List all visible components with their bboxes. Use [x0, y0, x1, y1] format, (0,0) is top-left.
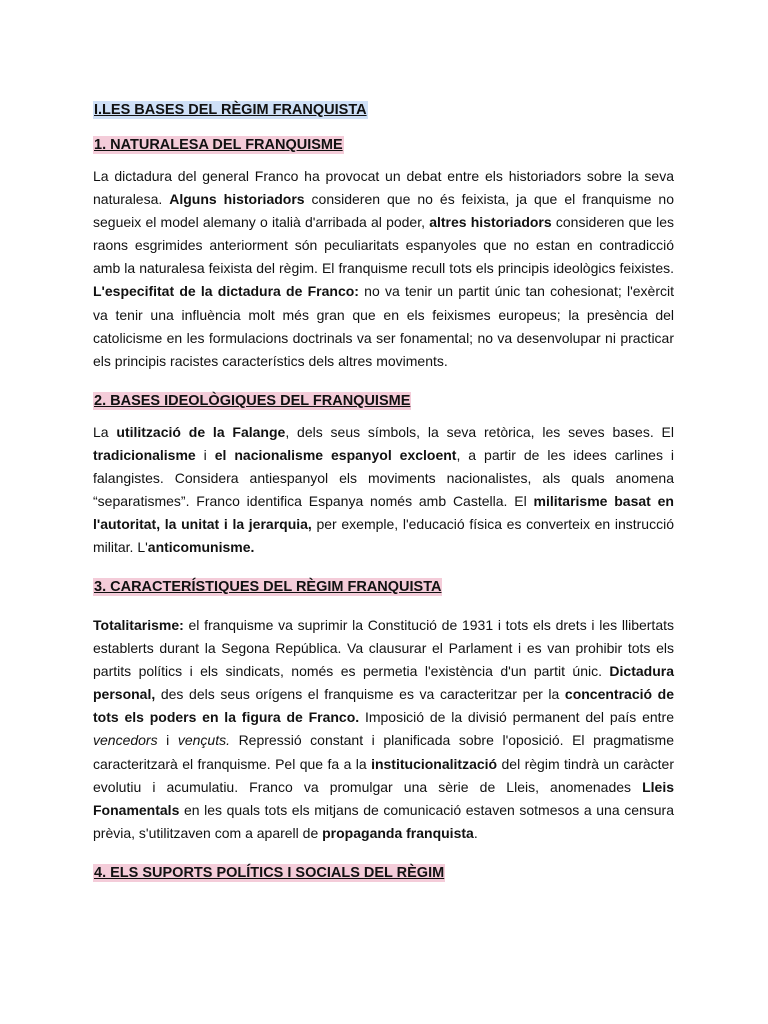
- text-run: La dictadura del general Franco ha provocat un debat entre els historiadors sobre la seva naturalesa.: [93, 168, 674, 208]
- text-run: i: [195, 447, 215, 464]
- text-run: i: [157, 732, 178, 749]
- bold-text: Lleis Fonamentals: [93, 778, 674, 818]
- text-run: no va tenir un partit únic tan cohesionat; l'exèrcit va tenir una influència molt més gran que en els feixismes europeus; la presència del catolicisme en les formulacions doctrinals va ser fonamental; no va desenvolupar ni practicar els principis racistes característics dels altres moviments.: [93, 283, 675, 369]
- bold-text: militarisme basat en l'autoritat, la unitat i la jerarquia,: [93, 493, 674, 533]
- section-heading-4: 4. ELS SUPORTS POLÍTICS I SOCIALS DEL RÈGIM: [94, 865, 445, 881]
- section-heading-2: 2. BASES IDEOLÒGIQUES DEL FRANQUISME: [94, 393, 411, 409]
- text-run: en les quals tots els mitjans de comunicació estaven sotmesos a una censura prèvia, s'utilitzaven com a aparell de: [93, 801, 674, 841]
- document-title: I.LES BASES DEL RÈGIM FRANQUISTA: [94, 102, 367, 118]
- italic-text: vencedors: [93, 732, 158, 749]
- bold-text: concentració de tots els poders en la figura de Franco.: [93, 686, 674, 726]
- text-run: .: [473, 824, 478, 841]
- bold-text: Totalitarisme:: [93, 617, 184, 633]
- text-run: del règim tindrà un caràcter evolutiu i acumulatiu. Franco va promulgar una sèrie de Lleis, anomenades: [93, 755, 674, 795]
- bold-text: Dictadura personal,: [93, 663, 674, 703]
- section-paragraph-2: [93, 421, 674, 560]
- bold-text: institucionalització: [371, 755, 498, 772]
- bold-text: Alguns historiadors: [169, 191, 305, 208]
- text-run: per exemple, l'educació física es converteix en instrucció militar. L': [93, 516, 674, 556]
- section-paragraph-1: [93, 165, 674, 373]
- text-run: el franquisme va suprimir la Constitució de 1931 i tots els drets i les llibertats establerts durant la Segona República. Va clausurar el Parlament i es van prohibir tots els partits polítics i els sindicats, només es permetia l'existència d'un partit únic.: [93, 617, 674, 680]
- italic-text: vençuts.: [177, 732, 230, 749]
- section-heading-1: 1. NATURALESA DEL FRANQUISME: [94, 137, 343, 153]
- bold-text: anticomunisme.: [147, 539, 255, 556]
- text-run: des dels seus orígens el franquisme es va caracteritzar per la: [155, 686, 565, 703]
- text-run: , dels seus símbols, la seva retòrica, les seves bases. El: [285, 424, 674, 440]
- text-run: La: [93, 424, 117, 440]
- bold-text: propaganda franquista: [322, 824, 474, 841]
- bold-text: L'especifitat de la dictadura de Franco:: [93, 283, 359, 300]
- section-paragraph-3: [93, 614, 674, 845]
- text-run: , a partir de les idees carlines i falangistes. Considera antiespanyol els moviments nacionalistes, als quals anomena “separatismes”. Franco identifica Espanya només amb Castella. El: [93, 447, 675, 510]
- text-run: Imposició de la divisió permanent del país entre: [359, 709, 674, 726]
- bold-text: utilització de la Falange: [116, 424, 286, 440]
- bold-text: tradicionalisme: [93, 447, 196, 464]
- text-run: Repressió constant i planificada sobre l'oposició. El pragmatisme caracteritzarà el franquisme. Pel que fa a la: [93, 732, 675, 772]
- section-heading-3: 3. CARACTERÍSTIQUES DEL RÈGIM FRANQUISTA: [94, 579, 442, 595]
- text-run: consideren que les raons esgrimides anteriorment són peculiaritats espanyoles que no estan en contradicció amb la naturalesa feixista del règim. El franquisme recull tots els principis ideològics feixistes.: [93, 214, 675, 277]
- bold-text: altres historiadors: [429, 214, 552, 231]
- bold-text: el nacionalisme espanyol excloent: [214, 447, 457, 464]
- text-run: consideren que no és feixista, ja que el franquisme no segueix el model alemany o italià d'arribada al poder,: [93, 191, 674, 231]
